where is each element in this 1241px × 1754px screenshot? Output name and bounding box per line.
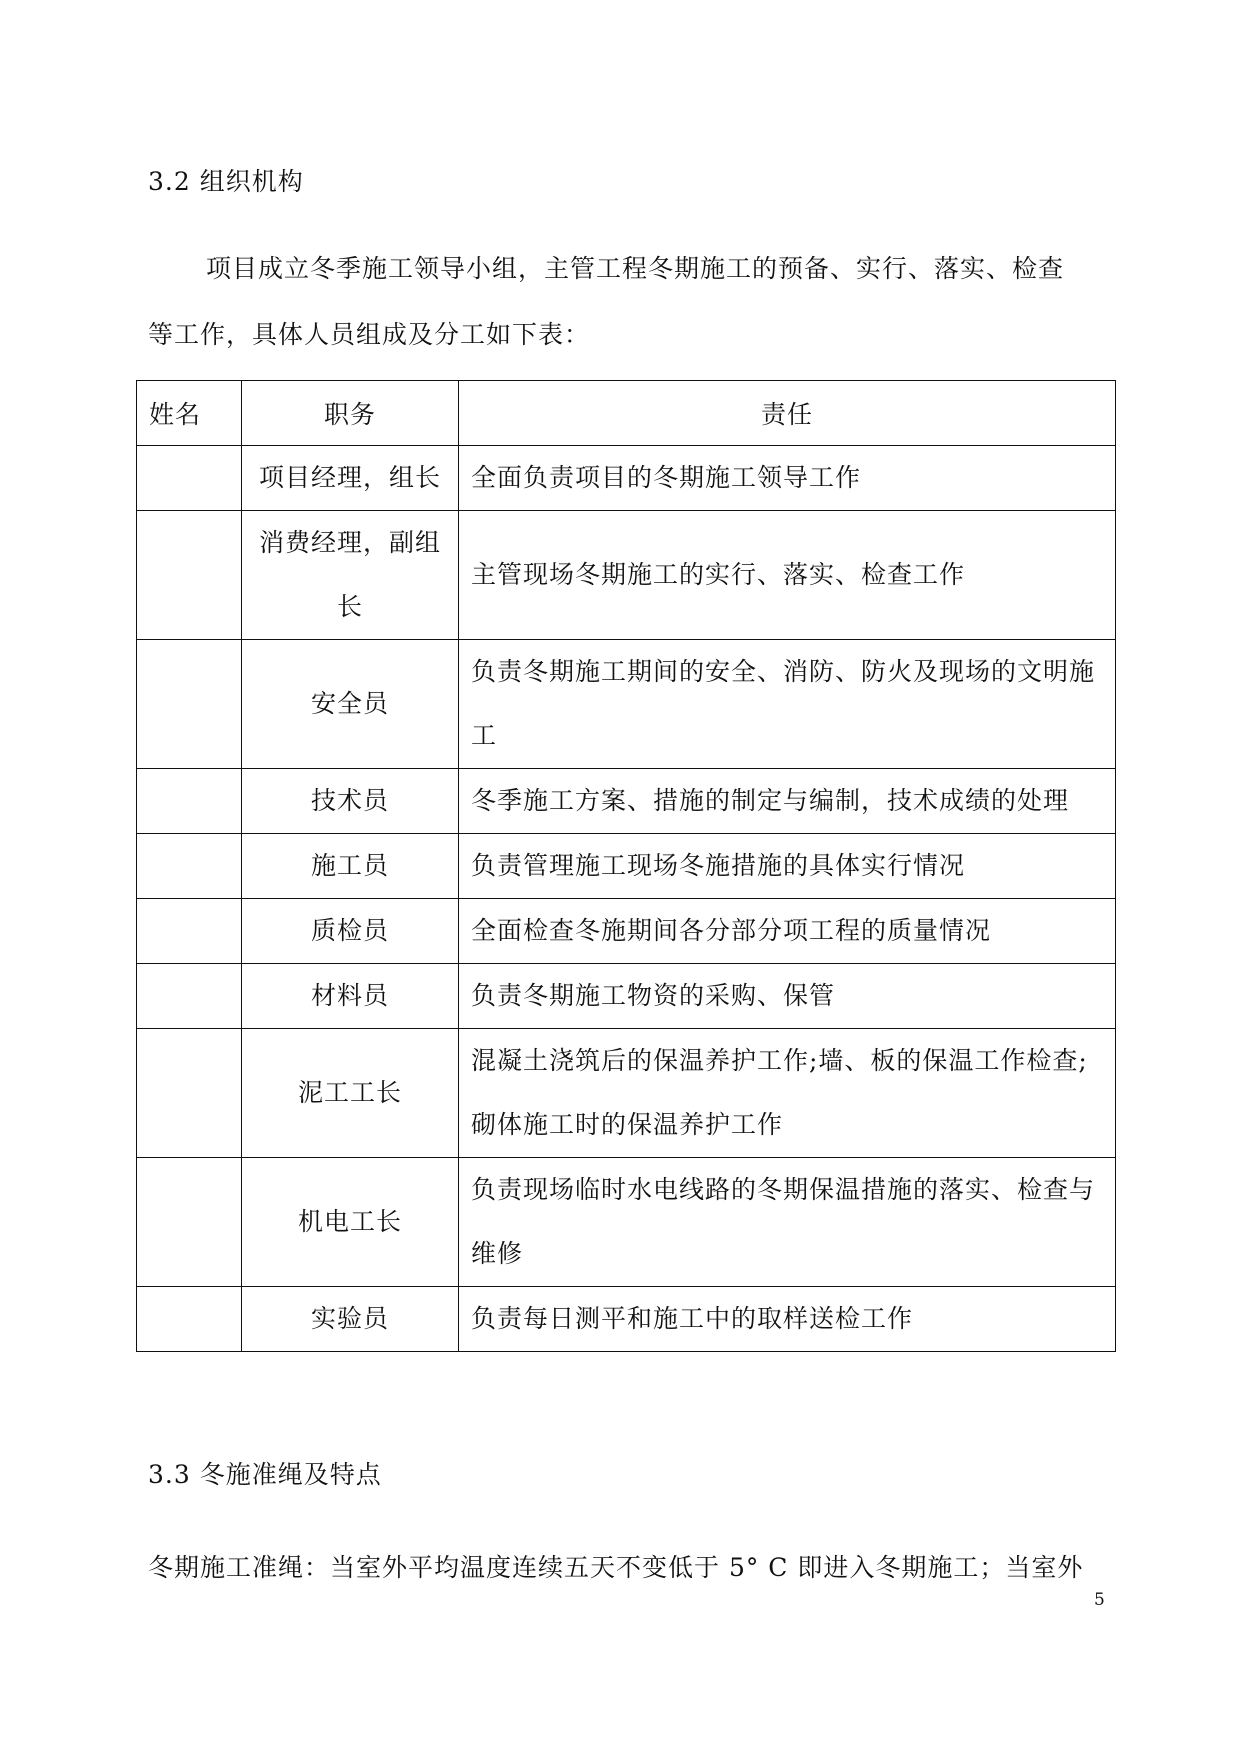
cell-role: 消费经理，副组长 bbox=[242, 511, 459, 640]
cell-responsibility: 主管现场冬期施工的实行、落实、检查工作 bbox=[459, 511, 1116, 640]
cell-responsibility: 冬季施工方案、措施的制定与编制，技术成绩的处理 bbox=[459, 769, 1116, 834]
winter-construction-rule: 冬期施工准绳：当室外平均温度连续五天不变低于 5° C 即进入冬期施工；当室外 bbox=[148, 1553, 1084, 1582]
cell-responsibility: 负责冬期施工物资的采购、保管 bbox=[459, 964, 1116, 1029]
table-row bbox=[137, 1287, 1116, 1352]
cell-role: 技术员 bbox=[242, 769, 459, 834]
cell-responsibility: 全面负责项目的冬期施工领导工作 bbox=[459, 446, 1116, 511]
cell-role: 安全员 bbox=[242, 640, 459, 769]
table-row bbox=[137, 511, 1116, 640]
intro-line-1: 项目成立冬季施工领导小组，主管工程冬期施工的预备、实行、落实、检查 bbox=[206, 254, 1065, 283]
section-3-2-heading: 3.2 组织机构 bbox=[148, 167, 304, 196]
header-role: 职务 bbox=[242, 381, 459, 446]
cell-role: 施工员 bbox=[242, 834, 459, 899]
table-header-row bbox=[137, 381, 1116, 446]
cell-responsibility: 负责每日测平和施工中的取样送检工作 bbox=[459, 1287, 1116, 1352]
cell-role: 机电工长 bbox=[242, 1158, 459, 1287]
header-name: 姓名 bbox=[137, 381, 242, 446]
section-3-3-heading: 3.3 冬施准绳及特点 bbox=[148, 1460, 382, 1489]
table-row bbox=[137, 446, 1116, 511]
intro-paragraph bbox=[148, 236, 1108, 368]
organization-table bbox=[136, 380, 1116, 1352]
table-row bbox=[137, 834, 1116, 899]
cell-role: 质检员 bbox=[242, 899, 459, 964]
header-responsibility: 责任 bbox=[459, 381, 1116, 446]
cell-name bbox=[137, 446, 242, 511]
cell-responsibility: 负责管理施工现场冬施措施的具体实行情况 bbox=[459, 834, 1116, 899]
table-row bbox=[137, 1158, 1116, 1287]
table-row bbox=[137, 769, 1116, 834]
table-row bbox=[137, 899, 1116, 964]
table-row bbox=[137, 964, 1116, 1029]
intro-line-2: 等工作，具体人员组成及分工如下表： bbox=[148, 320, 591, 349]
cell-responsibility: 混凝土浇筑后的保温养护工作;墙、板的保温工作检查;砌体施工时的保温养护工作 bbox=[459, 1029, 1116, 1158]
cell-responsibility: 全面检查冬施期间各分部分项工程的质量情况 bbox=[459, 899, 1116, 964]
cell-name bbox=[137, 899, 242, 964]
cell-name bbox=[137, 1029, 242, 1158]
cell-name bbox=[137, 769, 242, 834]
cell-role: 实验员 bbox=[242, 1287, 459, 1352]
table-row bbox=[137, 640, 1116, 769]
cell-responsibility: 负责冬期施工期间的安全、消防、防火及现场的文明施工 bbox=[459, 640, 1116, 769]
cell-name bbox=[137, 834, 242, 899]
cell-name bbox=[137, 1287, 242, 1352]
table-row bbox=[137, 1029, 1116, 1158]
cell-name bbox=[137, 511, 242, 640]
page-number: 5 bbox=[1094, 1590, 1105, 1610]
cell-role: 材料员 bbox=[242, 964, 459, 1029]
cell-role: 泥工工长 bbox=[242, 1029, 459, 1158]
cell-role: 项目经理，组长 bbox=[242, 446, 459, 511]
cell-responsibility: 负责现场临时水电线路的冬期保温措施的落实、检查与维修 bbox=[459, 1158, 1116, 1287]
cell-name bbox=[137, 1158, 242, 1287]
cell-name bbox=[137, 640, 242, 769]
cell-name bbox=[137, 964, 242, 1029]
